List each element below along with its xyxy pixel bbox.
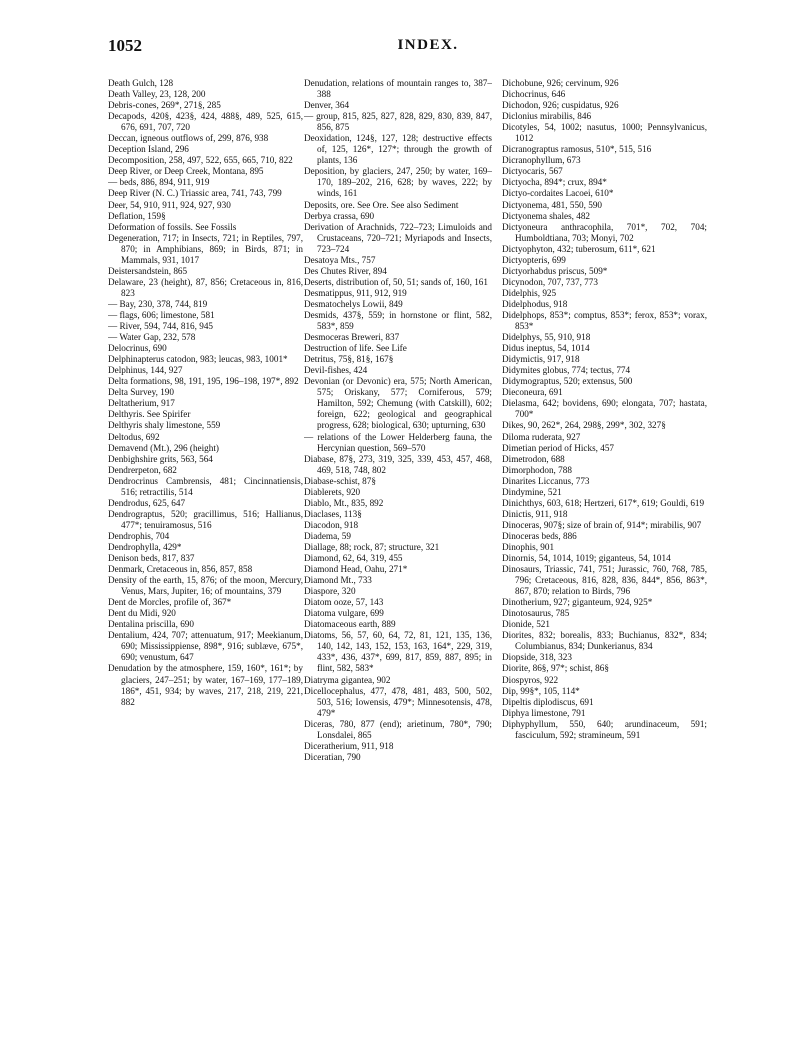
index-entry: Dikes, 90, 262*, 264, 298§, 299*, 302, 327§ — [502, 420, 666, 431]
index-entry: Diceratherium, 911, 918 — [304, 740, 394, 751]
index-entry: Dendrophylla, 429* — [108, 541, 182, 552]
index-entry: Devil-fishes, 424 — [304, 365, 368, 376]
index-entry: Diceratian, 790 — [304, 751, 361, 762]
index-entry: Detritus, 75§, 81§, 167§ — [304, 354, 394, 365]
index-entry: Diablerets, 920 — [304, 486, 361, 497]
index-column-2 — [304, 78, 492, 1038]
index-entry: Diatoma vulgare, 699 — [304, 608, 384, 619]
index-entry: Dinarites Liccanus, 773 — [502, 475, 590, 486]
index-entry: Dinoceras, 907§; size of brain of, 914*; mirabilis, 907 — [502, 519, 702, 530]
index-entry: Dictyonema shales, 482 — [502, 210, 591, 221]
index-entry: Dentalium, 424, 707; attenuatum, 917; Meekianum, 690; Mississippiense, 898*, 916; sublæve, 675*, 690; venustum, 647 — [108, 630, 303, 663]
index-entry: Dichobune, 926; cervinum, 926 — [502, 78, 619, 88]
index-entry: Diatryma gigantea, 902 — [304, 674, 391, 685]
index-entry: Desmatippus, 911, 912, 919 — [304, 287, 407, 298]
index-entry: Dictyocha, 894*; crux, 894* — [502, 177, 607, 188]
index-entry: Dictyorhabdus priscus, 509* — [502, 265, 608, 276]
index-entry: Diadema, 59 — [304, 530, 351, 541]
index-entry: Dieconeura, 691 — [502, 387, 563, 398]
index-entry: Death Valley, 23, 128, 200 — [108, 89, 206, 100]
index-entry: Didymites globus, 774; tectus, 774 — [502, 365, 631, 376]
running-head-title: INDEX. — [397, 37, 459, 53]
index-entry: Dichocrinus, 646 — [502, 89, 566, 100]
index-entry: Denison beds, 817, 837 — [108, 553, 195, 564]
index-entry: — flags, 606; limestone, 581 — [108, 309, 215, 320]
index-entry: Denudation, relations of mountain ranges to, 387–388 — [304, 78, 492, 100]
index-entry: Dictyopteris, 699 — [502, 254, 566, 265]
index-entry: Diamond Head, Oahu, 271* — [304, 564, 408, 575]
index-entry: Decapods, 420§, 423§, 424, 488§, 489, 525, 615, 676, 691, 707, 720 — [108, 111, 303, 133]
index-entry: Delaware, 23 (height), 87, 856; Cretaceous in, 816, 823 — [108, 276, 303, 298]
index-entry: Dicranophyllum, 673 — [502, 155, 581, 166]
index-entry: Desmoceras Breweri, 837 — [304, 332, 400, 343]
index-entry: Dent du Midi, 920 — [108, 608, 176, 619]
index-entry: Dinophis, 901 — [502, 541, 555, 552]
index-entry: Dinornis, 54, 1014, 1019; giganteus, 54, 1014 — [502, 553, 671, 564]
index-entry: Devonian (or Devonic) era, 575; North American, 575; Oriskany, 577; Corniferous, 579; Hamilton, 592; Chemung (with Catskill), 602; foreign, 622; geological and geographical progress, 628; biological, 630; upturning, 630 — [304, 376, 492, 431]
index-entry: Dendrophis, 704 — [108, 530, 170, 541]
index-entry: Desmids, 437§, 559; in hornstone or flint, 582, 583*, 859 — [304, 309, 492, 332]
index-entry: Dicellocephalus, 477, 478, 481, 483, 500, 502, 503, 516; Iowensis, 479*; Minnesotensis, 478, 479* — [304, 685, 492, 718]
index-entry: Denbighshire grits, 563, 564 — [108, 453, 213, 464]
index-entry: Dendrodus, 625, 647 — [108, 497, 186, 508]
index-entry: — River, 594, 744, 816, 945 — [108, 321, 214, 332]
index-entry: Dielasma, 642; bovidens, 690; elongata, 707; hastata, 700* — [502, 398, 707, 420]
index-entry: Dinichthys, 603, 618; Hertzeri, 617*, 619; Gouldi, 619 — [502, 497, 705, 508]
index-entry: Deep River, or Deep Creek, Montana, 895 — [108, 166, 264, 177]
index-entry: Dictyoneura anthracophila, 701*, 702, 704; Humboldtiana, 703; Monyi, 702 — [502, 221, 707, 243]
index-entry: Diatomaceous earth, 889 — [304, 619, 396, 630]
index-entry: Deflation, 159§ — [108, 210, 166, 221]
index-entry: Deltatherium, 917 — [108, 398, 175, 409]
index-entry: Deposition, by glaciers, 247, 250; by water, 169–170, 189–202, 216, 628; by waves, 222; by winds, 161 — [304, 166, 492, 199]
index-entry: Diabase-schist, 87§ — [304, 475, 376, 486]
index-entry: Deserts, distribution of, 50, 51; sands of, 160, 161 — [304, 276, 488, 287]
index-entry: — group, 815, 825, 827, 828, 829, 830, 839, 847, 856, 875 — [304, 111, 492, 133]
index-entry: Dent de Morcles, profile of, 367* — [108, 597, 232, 608]
index-entry: Dinoceras beds, 886 — [502, 530, 577, 541]
index-entry: Deposits, ore. See Ore. See also Sediment — [304, 199, 459, 210]
index-entry: Deformation of fossils. See Fossils — [108, 221, 237, 232]
index-entry: Desmatochelys Lowii, 849 — [304, 298, 403, 309]
index-entry: Didymograptus, 520; extensus, 500 — [502, 376, 633, 387]
index-entry: Dinotosaurus, 785 — [502, 608, 570, 619]
index-entry: Dendrocrinus Cambrensis, 481; Cincinnatiensis, 516; retractilis, 514 — [108, 475, 303, 497]
index-entry: Didelphops, 853*; comptus, 853*; ferox, 853*; vorax, 853* — [502, 309, 707, 332]
index-entry: Diablo, Mt., 835, 892 — [304, 497, 384, 508]
index-entry: Diorite, 86§, 97*; schist, 86§ — [502, 663, 609, 674]
index-entry: Diphya limestone, 791 — [502, 707, 586, 718]
index-entry: Diorites, 832; borealis, 833; Buchianus, 832*, 834; Columbianus, 834; Dunkerianus, 834 — [502, 630, 707, 652]
index-entry: Dindymine, 521 — [502, 486, 562, 497]
index-entry: Didymictis, 917, 918 — [502, 354, 580, 365]
index-entry: Dendrerpeton, 682 — [108, 464, 177, 475]
index-entry: Delphinus, 144, 927 — [108, 365, 183, 376]
index-entry: Diatom ooze, 57, 143 — [304, 597, 384, 608]
index-entry: Dictyonema, 481, 550, 590 — [502, 199, 603, 210]
index-entry: Destruction of life. See Life — [304, 343, 407, 354]
index-entry: Derbya crassa, 690 — [304, 210, 375, 221]
index-entry: Dicotyles, 54, 1002; nasutus, 1000; Pennsylvanicus, 1012 — [502, 122, 707, 144]
index-entry: — relations of the Lower Helderberg fauna, the Hercynian question, 569–570 — [304, 431, 492, 453]
index-entry: Didus ineptus, 54, 1014 — [502, 343, 590, 354]
index-entry: Diloma ruderata, 927 — [502, 431, 581, 442]
index-entry: Deer, 54, 910, 911, 924, 927, 930 — [108, 199, 231, 210]
index-entry: Dichodon, 926; cuspidatus, 926 — [502, 100, 619, 111]
index-entry: Deception Island, 296 — [108, 144, 189, 155]
index-entry: Diospyros, 922 — [502, 674, 559, 685]
index-entry: Dip, 99§*, 105, 114* — [502, 685, 580, 696]
index-entry: Denmark, Cretaceous in, 856, 857, 858 — [108, 564, 253, 575]
index-entry: Diamond Mt., 733 — [304, 575, 372, 586]
index-entry: Diabase, 87§, 273, 319, 325, 339, 453, 457, 468, 469, 518, 748, 802 — [304, 453, 492, 475]
index-entry: — Bay, 230, 378, 744, 819 — [108, 298, 208, 309]
page-header — [108, 36, 748, 60]
index-entry: Density of the earth, 15, 876; of the moon, Mercury, Venus, Mars, Jupiter, 16; of mountains, 379 — [108, 575, 303, 597]
index-entry: Delthyris shaly limestone, 559 — [108, 420, 221, 431]
index-entry: Demavend (Mt.), 296 (height) — [108, 442, 219, 453]
index-entry: Didelphis, 925 — [502, 287, 557, 298]
index-entry: Dendrograptus, 520; gracillimus, 516; Hallianus, 477*; tenuiramosus, 516 — [108, 508, 303, 530]
index-entry: Diclonius mirabilis, 846 — [502, 111, 592, 122]
index-entry: Deoxidation, 124§, 127, 128; destructive effects of, 125, 126*, 127*; through the growth of plants, 136 — [304, 133, 492, 166]
index-entry: Didelphodus, 918 — [502, 298, 568, 309]
index-entry: Diaclases, 113§ — [304, 508, 362, 519]
index-entry: Delta Survey, 190 — [108, 387, 174, 398]
index-column-3 — [502, 78, 707, 1038]
index-entry: — beds, 886, 894, 911, 919 — [108, 177, 210, 188]
index-entry: Dimetrodon, 688 — [502, 453, 565, 464]
index-entry: Diacodon, 918 — [304, 519, 359, 530]
index-entry: Dinosaurs, Triassic, 741, 751; Jurassic, 760, 768, 785, 796; Cretaceous, 816, 828, 836, 844*, 856, 863*, 867, 870; relation to Birds, 796 — [502, 564, 707, 597]
index-entry: Deistersandstein, 865 — [108, 265, 188, 276]
index-entry: Dicynodon, 707, 737, 773 — [502, 276, 598, 287]
index-column-1 — [108, 78, 303, 1038]
page-number: 1052 — [108, 36, 142, 55]
index-entry: Diamond, 62, 64, 319, 455 — [304, 553, 403, 564]
index-entry: Diaspore, 320 — [304, 586, 356, 597]
index-entry: Des Chutes River, 894 — [304, 265, 387, 276]
index-entry: Dinictis, 911, 918 — [502, 508, 568, 519]
index-entry: Denver, 364 — [304, 100, 350, 111]
index-entry: Diceras, 780, 877 (end); arietinum, 780*, 790; Lonsdalei, 865 — [304, 718, 492, 740]
index-columns — [108, 78, 760, 1038]
index-entry: Diphyphyllum, 550, 640; arundinaceum, 591; fasciculum, 592; stramineum, 591 — [502, 718, 707, 740]
index-entry: Delthyris. See Spirifer — [108, 409, 191, 420]
index-entry: Dicranograptus ramosus, 510*, 515, 516 — [502, 144, 652, 155]
index-entry: Death Gulch, 128 — [108, 78, 174, 88]
index-entry: Deep River (N. C.) Triassic area, 741, 743, 799 — [108, 188, 282, 199]
index-entry: Delphinapterus catodon, 983; leucas, 983, 1001* — [108, 354, 288, 365]
index-entry: Didelphys, 55, 910, 918 — [502, 332, 591, 343]
index-entry: Debris-cones, 269*, 271§, 285 — [108, 100, 221, 111]
index-entry: Dimetian period of Hicks, 457 — [502, 442, 615, 453]
index-entry: Dictyophyton, 432; tuberosum, 611*, 621 — [502, 243, 656, 254]
index-entry: Diallage, 88; rock, 87; structure, 321 — [304, 541, 440, 552]
index-entry: Deccan, igneous outflows of, 299, 876, 938 — [108, 133, 269, 144]
index-entry: Degeneration, 717; in Insects, 721; in Reptiles, 797, 870; in Amphibians, 869; in Birds, 871; in Mammals, 931, 1017 — [108, 232, 303, 265]
index-entry: Desatoya Mts., 757 — [304, 254, 376, 265]
index-entry: Dimorphodon, 788 — [502, 464, 572, 475]
index-entry: Deltodus, 692 — [108, 431, 160, 442]
index-entry: Decomposition, 258, 497, 522, 655, 665, 710, 822 — [108, 155, 293, 166]
index-entry: Dentalina priscilla, 690 — [108, 619, 194, 630]
index-entry: Dinotherium, 927; giganteum, 924, 925* — [502, 597, 653, 608]
index-entry: Dionide, 521 — [502, 619, 550, 630]
index-entry: Diopside, 318, 323 — [502, 652, 572, 663]
index-entry: Delta formations, 98, 191, 195, 196–198, 197*, 892 — [108, 376, 299, 387]
index-entry: Dictyocaris, 567 — [502, 166, 563, 177]
index-entry: — Water Gap, 232, 578 — [108, 332, 196, 343]
index-entry: Derivation of Arachnids, 722–723; Limuloids and Crustaceans, 720–721; Myriapods and Insects, 723–724 — [304, 221, 492, 254]
index-entry: Dipeltis diplodiscus, 691 — [502, 696, 594, 707]
index-entry: Denudation by the atmosphere, 159, 160*, 161*; by glaciers, 247–251; by water, 167–169, 177–189, 186*, 451, 934; by waves, 217, 218, 219, 221, 882 — [108, 663, 303, 707]
index-entry: Dictyo-cordaites Lacoei, 610* — [502, 188, 614, 199]
index-entry: Delocrinus, 690 — [108, 343, 167, 354]
index-entry: Diatoms, 56, 57, 60, 64, 72, 81, 121, 135, 136, 140, 142, 143, 152, 153, 163, 164*, 229, 319, 433*, 436, 437*, 699, 817, 859, 887, 895; in flint, 582, 583* — [304, 630, 492, 674]
